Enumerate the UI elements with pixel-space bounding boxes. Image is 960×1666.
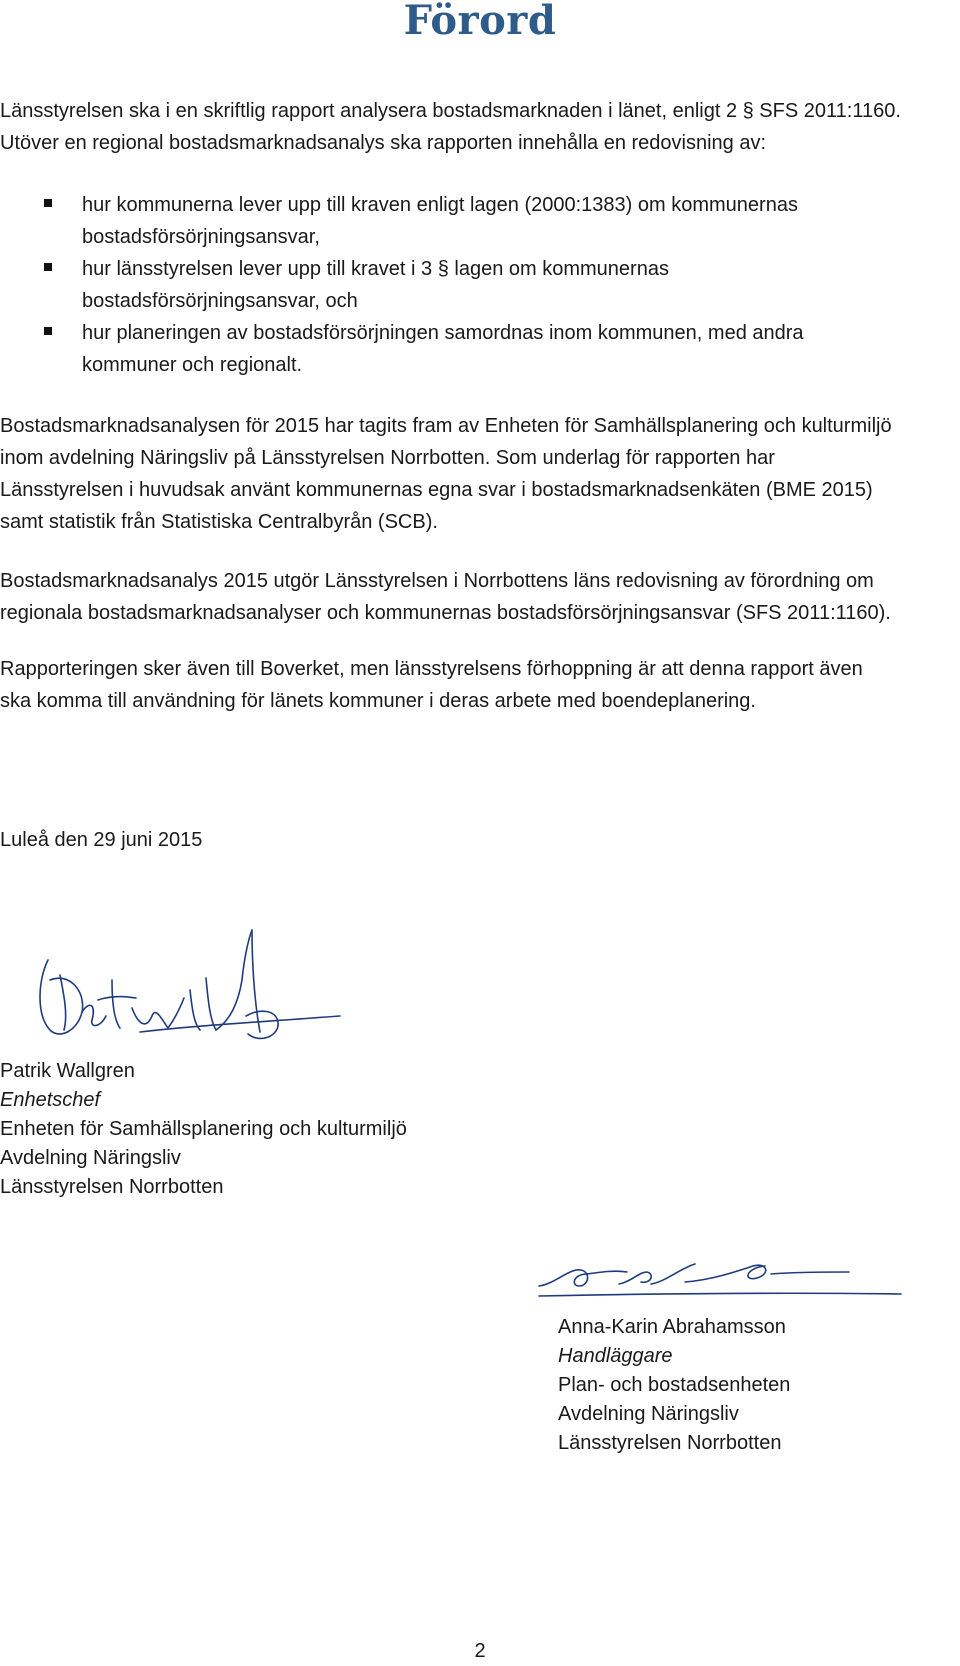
signer-2-block: [558, 1313, 790, 1458]
signer-1-block: [0, 1057, 407, 1202]
signer-2-department: Avdelning Näringsliv: [558, 1403, 739, 1425]
requirements-list: [0, 189, 960, 381]
paragraph-line: inom avdelning Näringsliv på Länsstyrelsen Norrbotten. Som underlag för rapporten har: [0, 447, 775, 469]
signer-2-name: Anna-Karin Abrahamsson: [558, 1316, 786, 1338]
list-item: hur kommunerna lever upp till kraven enligt lagen (2000:1383) om kommunernas bostadsförsörjningsansvar,: [0, 189, 960, 253]
paragraph-line: Bostadsmarknadsanalysen för 2015 har tagits fram av Enheten för Samhällsplanering och kulturmiljö: [0, 415, 892, 437]
list-item: hur länsstyrelsen lever upp till kravet i 3 § lagen om kommunernas bostadsförsörjningsansvar, och: [0, 253, 960, 317]
page-number: 2: [474, 1640, 486, 1662]
place-date: Luleå den 29 juni 2015: [0, 829, 203, 851]
paragraph-line: Bostadsmarknadsanalys 2015 utgör Länsstyrelsen i Norrbottens läns redovisning av förordning om: [0, 570, 874, 592]
signer-1-unit: Enheten för Samhällsplanering och kulturmiljö: [0, 1118, 407, 1140]
signer-2-unit: Plan- och bostadsenheten: [558, 1374, 791, 1396]
signer-2-role: Handläggare: [558, 1345, 673, 1367]
signature-anna-karin-abrahamsson: [535, 1248, 905, 1308]
signer-1-role: Enhetschef: [0, 1089, 101, 1111]
page-title: Förord: [403, 0, 557, 44]
paragraph-line: Länsstyrelsen i huvudsak använt kommunernas egna svar i bostadsmarknadsenkäten (BME 2015): [0, 479, 873, 501]
list-item: hur planeringen av bostadsförsörjningen samordnas inom kommunen, med andra kommuner och regionalt.: [0, 317, 960, 381]
signature-patrik-wallgren: [20, 920, 350, 1060]
bullet-square-icon: [44, 263, 52, 271]
signer-1-name: Patrik Wallgren: [0, 1060, 135, 1082]
paragraph-line: samt statistik från Statistiska Centralbyrån (SCB).: [0, 511, 438, 533]
paragraph-line: regionala bostadsmarknadsanalyser och kommunernas bostadsförsörjningsansvar (SFS 2011:1160).: [0, 602, 891, 624]
signer-2-organization: Länsstyrelsen Norrbotten: [558, 1432, 782, 1454]
signer-1-organization: Länsstyrelsen Norrbotten: [0, 1176, 224, 1198]
bullet-square-icon: [44, 327, 52, 335]
paragraph-line: ska komma till användning för länets kommuner i deras arbete med boendeplanering.: [0, 690, 756, 712]
bullet-square-icon: [44, 199, 52, 207]
signer-1-department: Avdelning Näringsliv: [0, 1147, 181, 1169]
paragraph-line: Rapporteringen sker även till Boverket, men länsstyrelsens förhoppning är att denna rapport även: [0, 658, 863, 680]
intro-line-2: Utöver en regional bostadsmarknadsanalys ska rapporten innehålla en redovisning av:: [0, 132, 767, 154]
intro-line-1: Länsstyrelsen ska i en skriftlig rapport analysera bostadsmarknaden i länet, enligt 2 § SFS 2011:1160.: [0, 100, 901, 122]
